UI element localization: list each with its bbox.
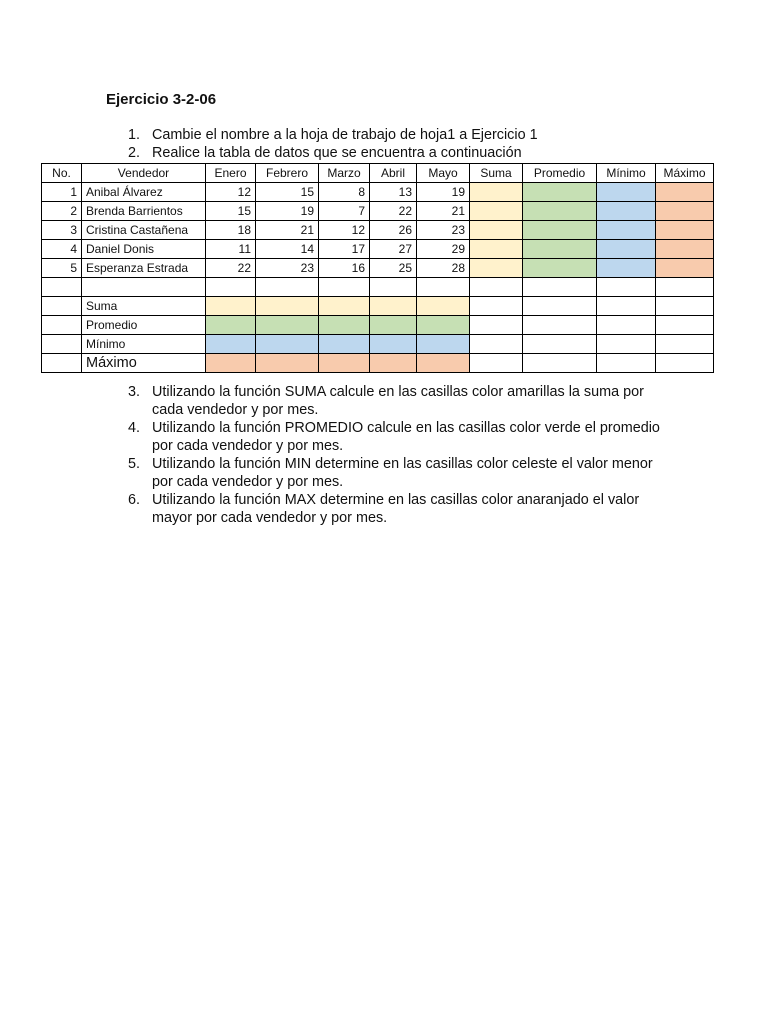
month-value: 21	[417, 202, 470, 221]
maximo-cell[interactable]	[656, 202, 714, 221]
empty-cell[interactable]	[597, 278, 656, 297]
empty-cell[interactable]	[597, 354, 656, 373]
table-row	[42, 221, 714, 240]
instruction-item	[106, 419, 666, 455]
instruction-text: Cambie el nombre a la hoja de trabajo de hoja1 a Ejercicio 1	[152, 127, 538, 143]
table-row	[42, 202, 714, 221]
table-row	[42, 183, 714, 202]
exercise-title: Ejercicio 3-2-06	[106, 91, 217, 108]
instruction-number: 4.	[128, 420, 141, 436]
header-cell: Vendedor	[82, 164, 206, 183]
empty-cell[interactable]	[42, 354, 82, 373]
month-value: 19	[417, 183, 470, 202]
instruction-number: 5.	[128, 456, 141, 472]
promedio-cell[interactable]	[319, 316, 370, 335]
header-cell: Marzo	[319, 164, 370, 183]
maximo-cell[interactable]	[656, 183, 714, 202]
suma-cell[interactable]	[206, 297, 256, 316]
instruction-number: 2.	[128, 145, 141, 161]
promedio-cell[interactable]	[256, 316, 319, 335]
summary-row-minimo	[42, 335, 714, 354]
promedio-cell[interactable]	[370, 316, 417, 335]
instruction-text: Utilizando la función MAX determine en las casillas color anaranjado el valor mayor por cada vendedor y por mes.	[152, 492, 640, 526]
vendor-name: Esperanza Estrada	[82, 259, 206, 278]
instructions-list-top	[106, 126, 538, 162]
instruction-item	[106, 455, 666, 491]
empty-cell[interactable]	[523, 297, 597, 316]
maximo-cell[interactable]	[256, 354, 319, 373]
minimo-cell[interactable]	[206, 335, 256, 354]
month-value: 19	[256, 202, 319, 221]
instruction-number: 1.	[128, 127, 141, 143]
promedio-cell[interactable]	[206, 316, 256, 335]
header-cell: Enero	[206, 164, 256, 183]
header-cell: Febrero	[256, 164, 319, 183]
suma-cell[interactable]	[470, 259, 523, 278]
promedio-cell[interactable]	[523, 240, 597, 259]
suma-cell[interactable]	[470, 202, 523, 221]
instruction-text: Utilizando la función PROMEDIO calcule en las casillas color verde el promedio por cada vendedor y por mes.	[152, 420, 660, 454]
summary-label: Suma	[82, 297, 206, 316]
summary-label: Máximo	[82, 354, 206, 373]
month-value: 25	[370, 259, 417, 278]
maximo-cell[interactable]	[370, 354, 417, 373]
month-value: 12	[206, 183, 256, 202]
month-value: 16	[319, 259, 370, 278]
vendor-name: Daniel Donis	[82, 240, 206, 259]
empty-row	[42, 278, 714, 297]
empty-cell[interactable]	[370, 278, 417, 297]
empty-cell[interactable]	[656, 297, 714, 316]
minimo-cell[interactable]	[370, 335, 417, 354]
empty-cell[interactable]	[470, 316, 523, 335]
empty-cell[interactable]	[470, 335, 523, 354]
instruction-text: Utilizando la función SUMA calcule en las casillas color amarillas la suma por cada vendedor y por mes.	[152, 384, 644, 418]
instruction-text: Realice la tabla de datos que se encuentra a continuación	[152, 145, 522, 161]
minimo-cell[interactable]	[319, 335, 370, 354]
month-value: 29	[417, 240, 470, 259]
suma-cell[interactable]	[417, 297, 470, 316]
suma-cell[interactable]	[470, 240, 523, 259]
maximo-cell[interactable]	[656, 221, 714, 240]
row-number: 2	[42, 202, 82, 221]
empty-cell[interactable]	[656, 278, 714, 297]
empty-cell[interactable]	[417, 278, 470, 297]
instruction-item	[106, 383, 666, 419]
empty-cell[interactable]	[42, 278, 82, 297]
empty-cell[interactable]	[523, 354, 597, 373]
suma-cell[interactable]	[319, 297, 370, 316]
empty-cell[interactable]	[206, 278, 256, 297]
header-cell: No.	[42, 164, 82, 183]
maximo-cell[interactable]	[656, 259, 714, 278]
month-value: 21	[256, 221, 319, 240]
minimo-cell[interactable]	[417, 335, 470, 354]
minimo-cell[interactable]	[597, 183, 656, 202]
empty-cell[interactable]	[656, 354, 714, 373]
maximo-cell[interactable]	[656, 240, 714, 259]
row-number: 3	[42, 221, 82, 240]
empty-cell[interactable]	[319, 278, 370, 297]
minimo-cell[interactable]	[597, 202, 656, 221]
minimo-cell[interactable]	[256, 335, 319, 354]
summary-row-maximo	[42, 354, 714, 373]
suma-cell[interactable]	[370, 297, 417, 316]
month-value: 11	[206, 240, 256, 259]
summary-label: Mínimo	[82, 335, 206, 354]
header-row	[42, 164, 714, 183]
month-value: 26	[370, 221, 417, 240]
table-row	[42, 240, 714, 259]
empty-cell[interactable]	[597, 335, 656, 354]
empty-cell[interactable]	[42, 316, 82, 335]
suma-cell[interactable]	[256, 297, 319, 316]
row-number: 4	[42, 240, 82, 259]
header-cell: Mayo	[417, 164, 470, 183]
month-value: 12	[319, 221, 370, 240]
promedio-cell[interactable]	[523, 183, 597, 202]
maximo-cell[interactable]	[417, 354, 470, 373]
suma-cell[interactable]	[470, 183, 523, 202]
minimo-cell[interactable]	[597, 221, 656, 240]
empty-cell[interactable]	[597, 316, 656, 335]
month-value: 28	[417, 259, 470, 278]
header-cell: Promedio	[523, 164, 597, 183]
promedio-cell[interactable]	[523, 202, 597, 221]
instruction-number: 3.	[128, 384, 141, 400]
month-value: 23	[256, 259, 319, 278]
month-value: 8	[319, 183, 370, 202]
empty-cell[interactable]	[42, 335, 82, 354]
instructions-list-bottom	[106, 383, 666, 527]
month-value: 13	[370, 183, 417, 202]
empty-cell[interactable]	[656, 335, 714, 354]
row-number: 1	[42, 183, 82, 202]
empty-cell[interactable]	[470, 278, 523, 297]
empty-cell[interactable]	[523, 278, 597, 297]
empty-cell[interactable]	[656, 316, 714, 335]
maximo-cell[interactable]	[206, 354, 256, 373]
empty-cell[interactable]	[523, 335, 597, 354]
empty-cell[interactable]	[42, 297, 82, 316]
header-cell: Máximo	[656, 164, 714, 183]
header-cell: Suma	[470, 164, 523, 183]
month-value: 15	[256, 183, 319, 202]
vendor-name: Anibal Álvarez	[82, 183, 206, 202]
empty-cell[interactable]	[470, 354, 523, 373]
sales-table	[41, 163, 714, 373]
summary-label: Promedio	[82, 316, 206, 335]
empty-cell[interactable]	[523, 316, 597, 335]
empty-cell[interactable]	[470, 297, 523, 316]
header-cell: Abril	[370, 164, 417, 183]
suma-cell[interactable]	[470, 221, 523, 240]
promedio-cell[interactable]	[417, 316, 470, 335]
vendor-name: Cristina Castañena	[82, 221, 206, 240]
instruction-number: 6.	[128, 492, 141, 508]
month-value: 23	[417, 221, 470, 240]
month-value: 22	[370, 202, 417, 221]
summary-row-promedio	[42, 316, 714, 335]
month-value: 27	[370, 240, 417, 259]
vendor-name: Brenda Barrientos	[82, 202, 206, 221]
summary-row-suma	[42, 297, 714, 316]
instruction-item	[106, 144, 538, 162]
promedio-cell[interactable]	[523, 221, 597, 240]
month-value: 15	[206, 202, 256, 221]
month-value: 22	[206, 259, 256, 278]
table-row	[42, 259, 714, 278]
month-value: 7	[319, 202, 370, 221]
empty-cell[interactable]	[82, 278, 206, 297]
maximo-cell[interactable]	[319, 354, 370, 373]
header-cell: Mínimo	[597, 164, 656, 183]
month-value: 18	[206, 221, 256, 240]
minimo-cell[interactable]	[597, 259, 656, 278]
empty-cell[interactable]	[256, 278, 319, 297]
row-number: 5	[42, 259, 82, 278]
month-value: 17	[319, 240, 370, 259]
promedio-cell[interactable]	[523, 259, 597, 278]
month-value: 14	[256, 240, 319, 259]
minimo-cell[interactable]	[597, 240, 656, 259]
instruction-item	[106, 491, 666, 527]
instruction-text: Utilizando la función MIN determine en las casillas color celeste el valor menor por cada vendedor y por mes.	[152, 456, 653, 490]
empty-cell[interactable]	[597, 297, 656, 316]
instruction-item	[106, 126, 538, 144]
